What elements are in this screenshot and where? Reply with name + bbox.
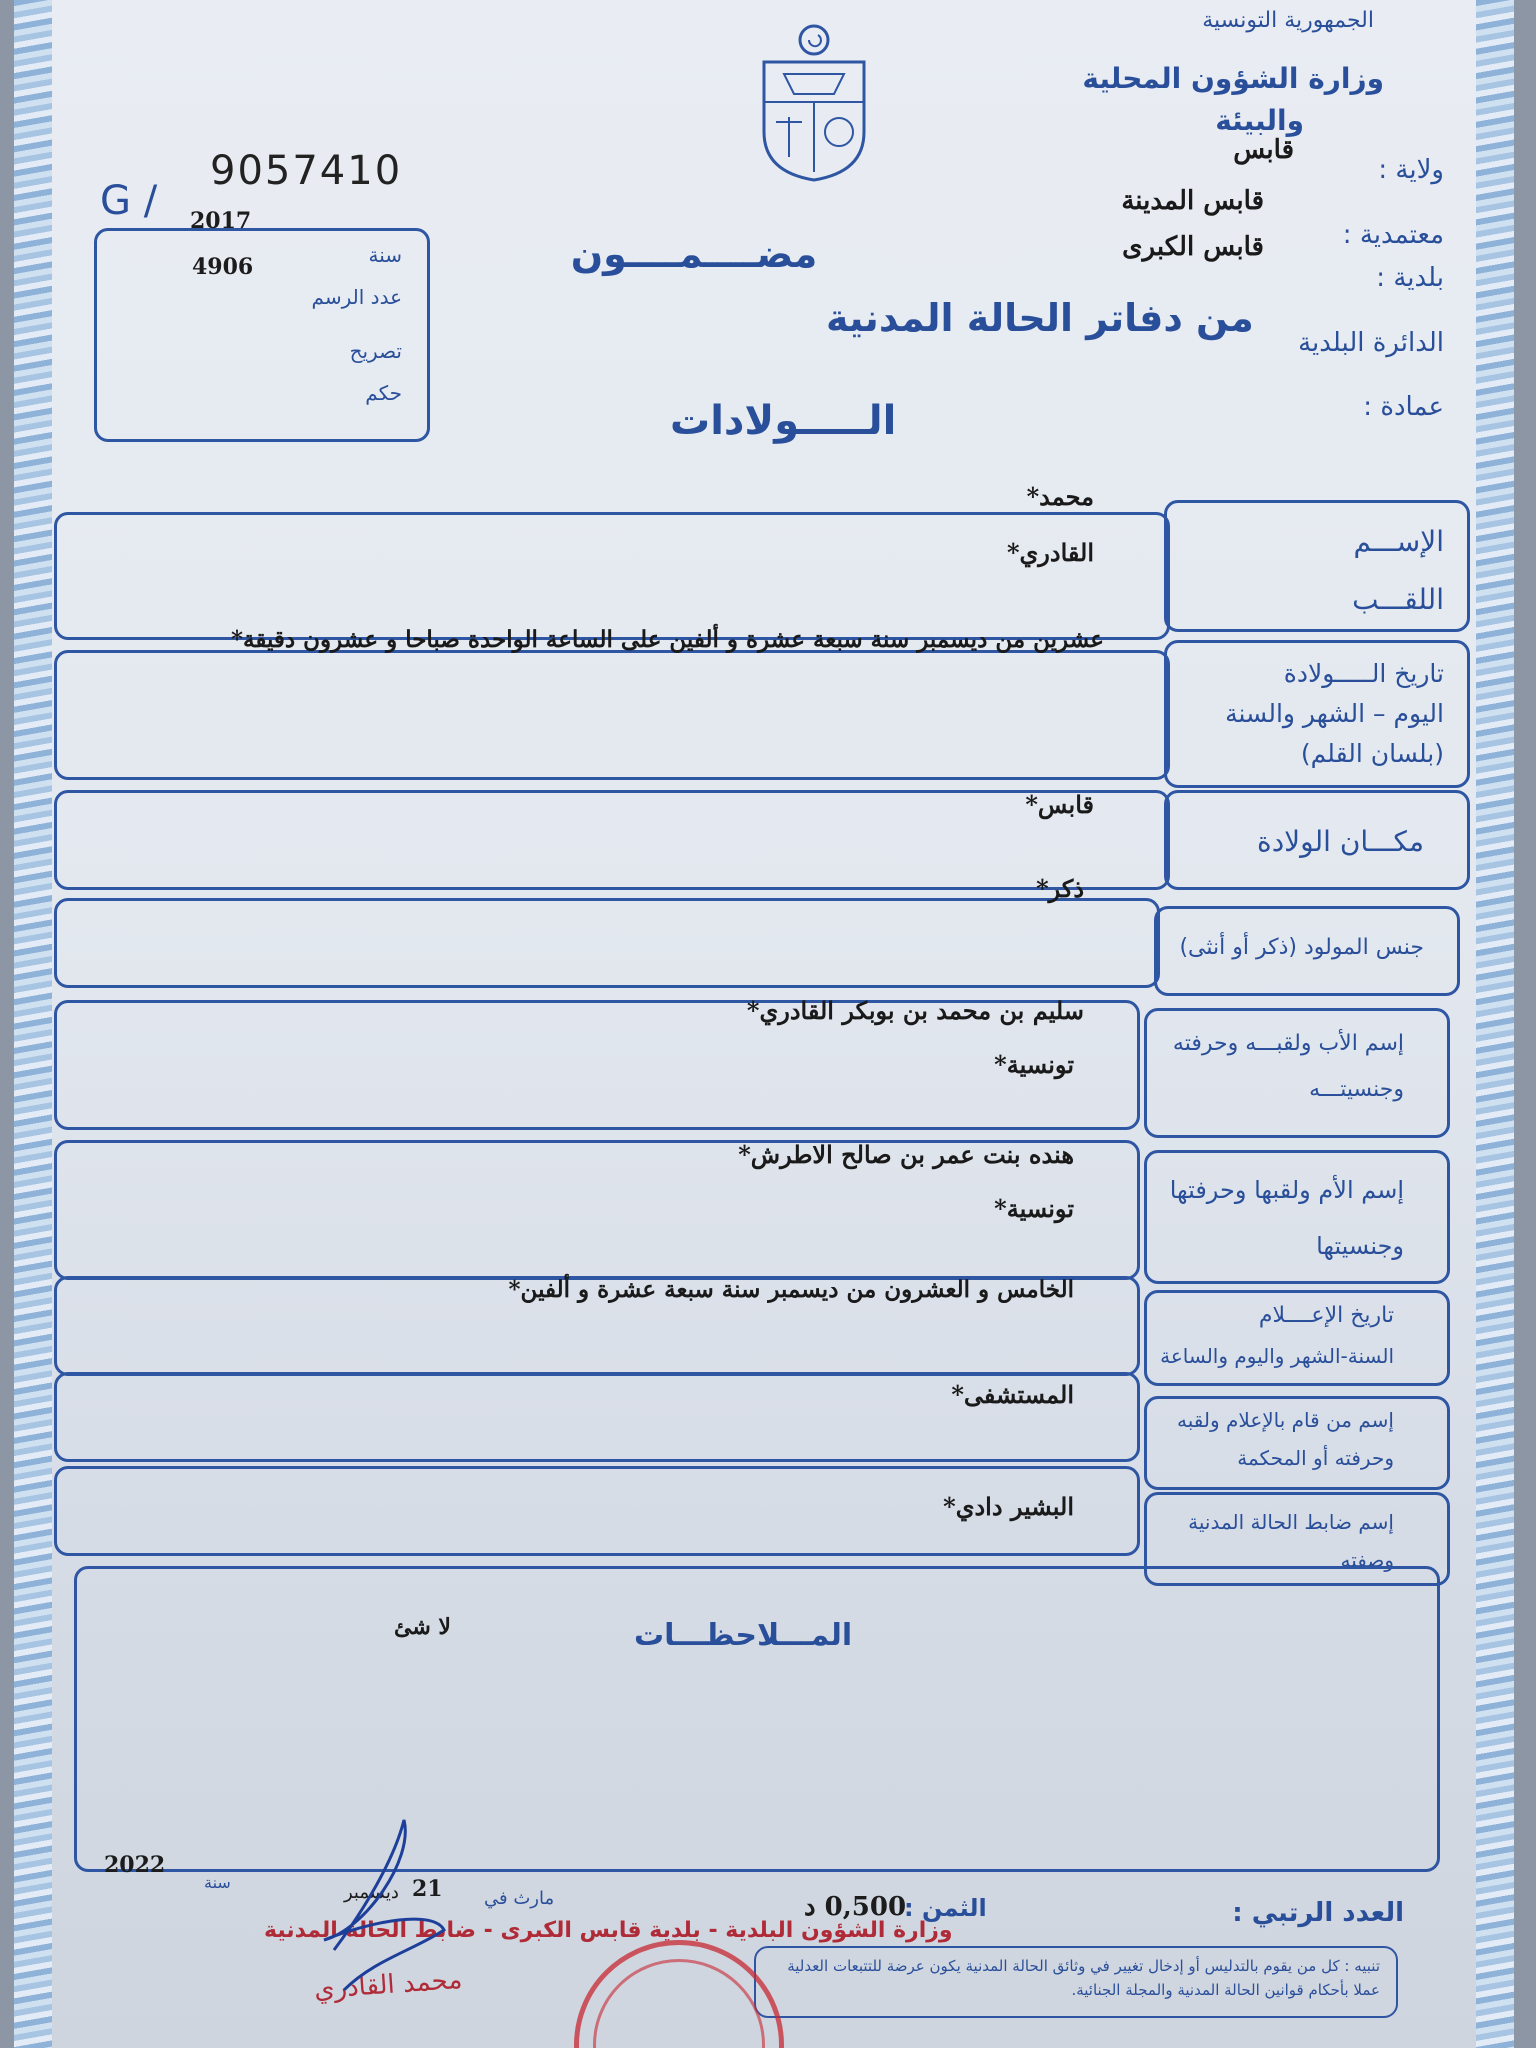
ministry-line2: والبيئة xyxy=(1215,104,1304,137)
motamadia-value: قابس المدينة xyxy=(1121,186,1264,216)
signer-name: محمد القادري xyxy=(313,1964,464,2006)
serial-prefix: G / xyxy=(100,178,158,224)
register-act-label: عدد الرسم xyxy=(311,285,402,309)
father-nationality-value: تونسية* xyxy=(994,1050,1074,1079)
first-name-value: محمد* xyxy=(1026,482,1094,511)
register-year-value: 2017 xyxy=(190,208,252,234)
mother-label-nationality: وجنسيتها xyxy=(1316,1232,1404,1260)
municipal-district-label: الدائرة البلدية xyxy=(1298,328,1444,358)
footer-year-label: سنة xyxy=(204,1873,231,1892)
baladia-label: بلدية : xyxy=(1376,263,1444,293)
motamadia-label: معتمدية : xyxy=(1342,220,1444,250)
birth-date-value-box xyxy=(54,650,1170,780)
birth-place-label: مكـــان الولادة xyxy=(1257,825,1424,858)
officer-label-2: وصفته xyxy=(1340,1548,1394,1572)
official-stamp-icon xyxy=(574,1940,784,2048)
officer-value: البشير دادي* xyxy=(943,1492,1074,1521)
sex-label: جنس المولود (ذكر أو أنثى) xyxy=(1179,935,1424,960)
title-line1: مضــــمــــون xyxy=(570,232,818,276)
mother-nationality-value: تونسية* xyxy=(994,1194,1074,1223)
remarks-value: لا شئ xyxy=(394,1614,451,1640)
footer-day: 21 xyxy=(412,1876,443,1902)
mother-label: إسم الأم ولقبها وحرفتها xyxy=(1169,1176,1404,1204)
last-name-label: اللقـــب xyxy=(1352,583,1444,616)
section-title: الـــــولادات xyxy=(670,398,897,444)
birth-date-value: عشرين من ديسمبر سنة سبعة عشرة و ألفين على الساعة الواحدة صباحا و عشرون دقيقة* xyxy=(230,626,1104,653)
register-judgment-label: حكم xyxy=(365,381,402,405)
wilaya-value: قابس xyxy=(1233,135,1294,165)
decorative-border-left xyxy=(14,0,52,2048)
birth-date-pen-note: (بلسان القلم) xyxy=(1300,739,1444,768)
register-year-label: سنة xyxy=(368,243,402,267)
birth-place-value: قابس* xyxy=(1025,790,1094,819)
serial-number: 9057410 xyxy=(210,148,403,194)
declarant-label: إسم من قام بالإعلام ولقبه xyxy=(1177,1408,1394,1432)
register-act-value: 4906 xyxy=(192,254,254,280)
remarks-label: المـــلاحظـــات xyxy=(634,1618,853,1653)
warning-text: تنبيه : كل من يقوم بالتدليس أو إدخال تغيير في وثائق الحالة المدنية يكون عرضة للتتبعات العدلية عملا بأحكام قوانين الحالة المدنية والمجلة الجنائية. xyxy=(787,1957,1380,1999)
serial-label: العدد الرتبي : xyxy=(1232,1898,1404,1928)
sex-value-box xyxy=(54,898,1160,988)
price-value: 0,500 د xyxy=(804,1892,907,1922)
baladia-value: قابس الكبرى xyxy=(1122,232,1264,262)
omada-label: عمادة : xyxy=(1363,392,1444,422)
declarant-value: المستشفى* xyxy=(951,1380,1074,1409)
declarant-label-2: وحرفته أو المحكمة xyxy=(1237,1446,1394,1470)
birth-date-label: تاريخ الـــــولادة xyxy=(1283,659,1444,688)
price-label: الثمن : xyxy=(904,1894,987,1922)
decorative-border-right xyxy=(1476,0,1514,2048)
officer-label: إسم ضابط الحالة المدنية xyxy=(1188,1510,1394,1534)
tunisia-coat-of-arms-icon xyxy=(754,22,874,182)
father-label: إسم الأب ولقبـــه وحرفته xyxy=(1172,1031,1404,1056)
last-name-value: القادري* xyxy=(1006,538,1094,567)
declaration-date-sublabel: السنة-الشهر واليوم والساعة xyxy=(1160,1344,1394,1368)
remarks-box xyxy=(74,1566,1440,1872)
birth-date-sublabel: اليوم – الشهر والسنة xyxy=(1225,699,1444,728)
republic-label: الجمهورية التونسية xyxy=(1202,8,1374,33)
ministry-line1: وزارة الشؤون المحلية xyxy=(1082,62,1384,95)
footer-month: ديسمبر xyxy=(344,1882,399,1903)
footer-year-value: 2022 xyxy=(104,1852,166,1878)
stamp-line: وزارة الشؤون البلدية - بلدية قابس الكبرى - ضابط الحالة المدنية xyxy=(264,1918,953,1943)
father-value: سليم بن محمد بن بوبكر القادري* xyxy=(746,996,1084,1025)
sex-value: ذكر* xyxy=(1036,874,1084,903)
first-name-label: الإســـم xyxy=(1353,525,1444,558)
father-label-nationality: وجنسيتـــه xyxy=(1309,1077,1404,1102)
name-value-box xyxy=(54,512,1170,640)
birth-place-value-box xyxy=(54,790,1170,890)
wilaya-label: ولاية : xyxy=(1378,155,1444,185)
footer-date-prefix: مارث في xyxy=(484,1888,555,1909)
signature-icon xyxy=(304,1800,454,2000)
title-line2: من دفاتر الحالة المدنية xyxy=(826,296,1254,340)
mother-value: هنده بنت عمر بن صالح الاطرش* xyxy=(738,1140,1074,1169)
birth-certificate-page xyxy=(14,0,1514,2048)
declaration-date-value: الخامس و العشرون من ديسمبر سنة سبعة عشرة و ألفين* xyxy=(508,1276,1074,1303)
register-declaration-label: تصريح xyxy=(349,339,402,363)
declaration-date-label: تاريخ الإعــــلام xyxy=(1258,1303,1394,1328)
